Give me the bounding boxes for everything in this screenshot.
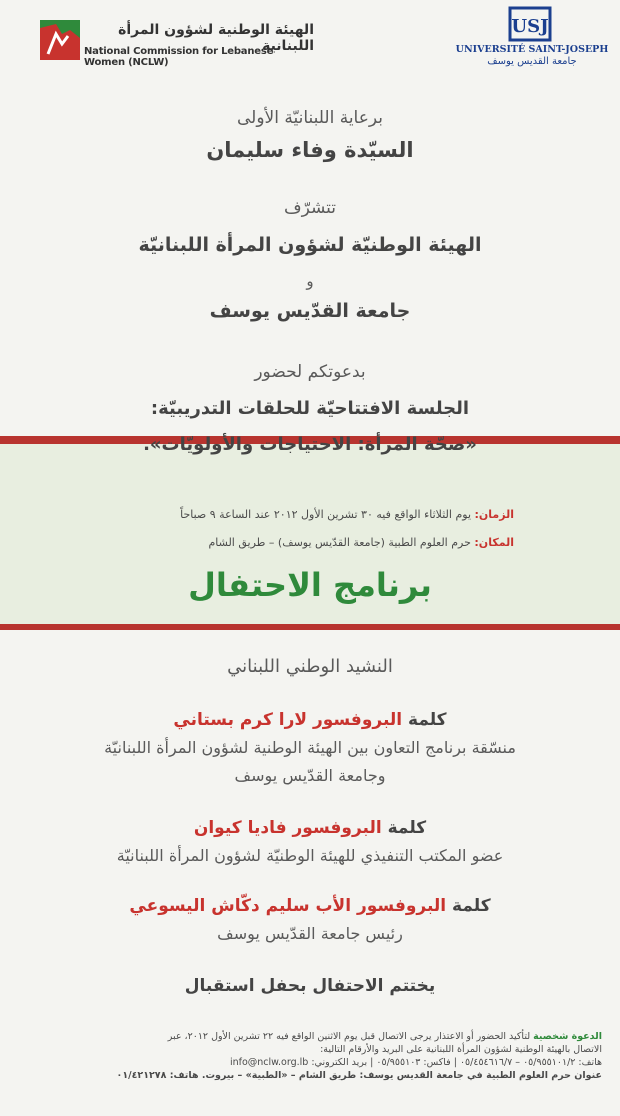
speaker-1-role-line1: منسّقة برنامج التعاون بين الهيئة الوطنية لشؤون المرأة اللبنانيّة bbox=[104, 738, 516, 757]
time-value: يوم الثلاثاء الواقع فيه ٣٠ تشرين الأول ٢٠١٢ عند الساعة ٩ صباحاً bbox=[180, 508, 472, 521]
speaker-1-heading bbox=[0, 710, 620, 730]
host-usj: جامعة القدّيس يوسف bbox=[209, 300, 411, 322]
speech-label: كلمة bbox=[452, 896, 491, 916]
usj-name-arabic: جامعة القديس يوسف bbox=[487, 56, 577, 67]
time-label: الزمان: bbox=[474, 508, 514, 521]
patron-name: السيّدة وفاء سليمان bbox=[206, 138, 414, 162]
usj-name-english: UNIVERSITÉ SAINT-JOSEPH bbox=[455, 44, 609, 55]
closing-reception: يختتم الاحتفال بحفل استقبال bbox=[184, 976, 436, 996]
patronage-line: برعاية اللبنانيّة الأولى bbox=[236, 108, 383, 128]
usj-logo-icon bbox=[508, 6, 552, 42]
event-title-line2: «صحّة المرأة: الاحتياجات والأولويّات». bbox=[143, 434, 477, 455]
event-title-line1: الجلسة الافتتاحيّة للحلقات التدريبيّة: bbox=[150, 398, 470, 419]
speaker-2-heading bbox=[0, 818, 620, 838]
nclw-logo-icon bbox=[40, 20, 80, 60]
and-connector: و bbox=[306, 272, 314, 290]
speech-label: كلمة bbox=[387, 818, 427, 838]
address-line: عنوان حرم العلوم الطبية في جامعة القديس يوسف: طريق الشام – «الطبية» – بيروت. هاتف: ٠١/٤٢١٢٧٨ bbox=[116, 1070, 602, 1081]
speaker-3-role-line1: رئيس جامعة القدّيس يوسف bbox=[217, 924, 403, 943]
speaker-1-role-line2: وجامعة القدّيس يوسف bbox=[234, 766, 386, 785]
place-value: حرم العلوم الطبية (جامعة القدّيس يوسف) – طريق الشام bbox=[208, 536, 471, 549]
national-anthem: النشيد الوطني اللبناني bbox=[227, 656, 393, 677]
band-bottom-rule bbox=[0, 624, 620, 630]
place-label: المكان: bbox=[474, 536, 514, 549]
event-place bbox=[94, 536, 514, 549]
invite-line: بدعوتكم لحضور bbox=[254, 362, 366, 382]
speaker-1-name: البروفسور لارا كرم بستاني bbox=[173, 710, 403, 730]
host-nclw: الهيئة الوطنيّة لشؤون المرأة اللبنانيّة bbox=[138, 234, 482, 256]
nclw-name-arabic: الهيئة الوطنية لشؤون المرأة اللبنانية bbox=[118, 22, 314, 54]
event-time bbox=[94, 508, 514, 521]
nclw-name-english: National Commission for Lebanese Women (NCLW) bbox=[84, 46, 274, 68]
usj-monogram: USJ bbox=[511, 16, 549, 37]
honored-line: تتشرّف bbox=[283, 198, 337, 218]
speaker-3-name: البروفسور الأب سليم دكّاش اليسوعي bbox=[129, 896, 447, 916]
speaker-2-role-line1: عضو المكتب التنفيذي للهيئة الوطنيّة لشؤون المرأة اللبنانيّة bbox=[116, 846, 504, 865]
program-title: برنامج الاحتفال bbox=[188, 566, 432, 604]
speaker-2-name: البروفسور فاديا كيوان bbox=[193, 818, 382, 838]
personal-invitation-label: الدعوة شخصية bbox=[533, 1031, 602, 1042]
rsvp-block bbox=[16, 1030, 602, 1082]
rsvp-line2: الاتصال بالهيئة الوطنية لشؤون المرأة اللبنانية على البريد والأرقام التالية: bbox=[320, 1044, 602, 1055]
speaker-3-heading bbox=[0, 896, 620, 916]
rsvp-line1: لتأكيد الحضور أو الاعتذار يرجى الاتصال قبل يوم الاثنين الواقع فيه ٢٢ تشرين الأول ٢٠١٢، عبر bbox=[167, 1031, 531, 1042]
speech-label: كلمة bbox=[408, 710, 447, 730]
contact-line: هاتف: ٠٥/٩٥٥١٠١/٢ – ٠٥/٤٥٤٦١٦/٧ | فاكس: ٠٥/٩٥٥١٠٣ | بريد الكتروني: info@nclw.org.lb bbox=[229, 1057, 602, 1068]
